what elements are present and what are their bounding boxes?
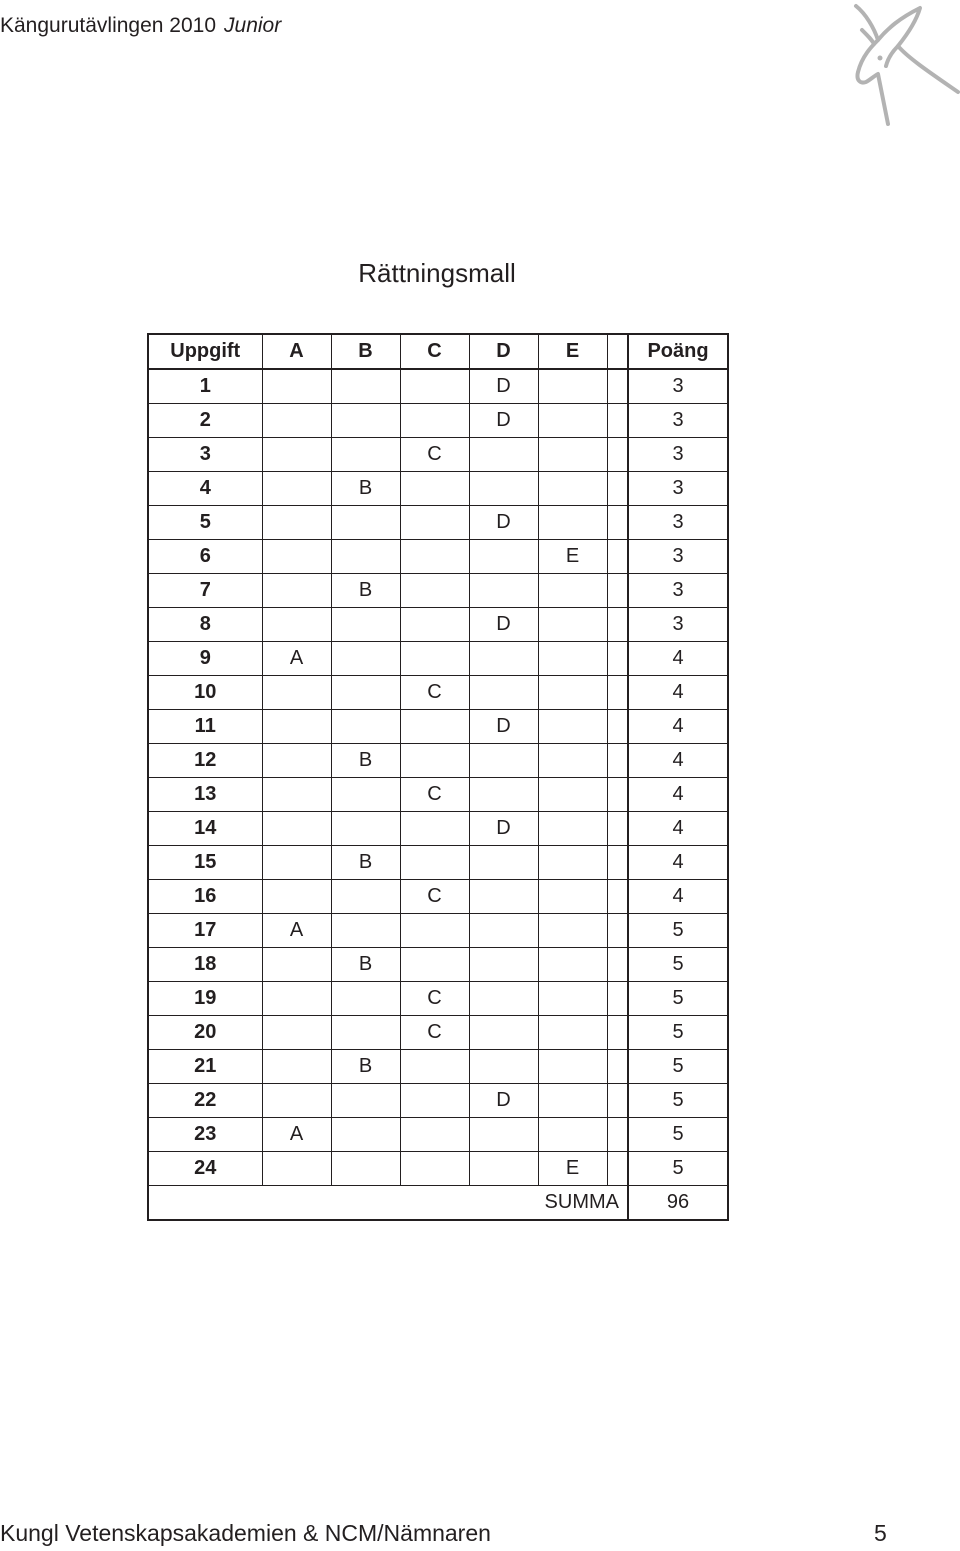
answer-cell-e [538, 438, 607, 472]
answer-cell-a [262, 744, 331, 778]
gap-cell [607, 404, 628, 438]
answer-cell-c [400, 1152, 469, 1186]
answer-cell-b [331, 778, 400, 812]
answer-cell-b [331, 914, 400, 948]
table-row [148, 1118, 728, 1152]
column-header-points: Poäng [628, 334, 728, 369]
task-number: 21 [148, 1050, 262, 1084]
answer-cell-d [469, 982, 538, 1016]
answer-cell-b [331, 1118, 400, 1152]
answer-cell-d [469, 744, 538, 778]
answer-cell-c: C [400, 982, 469, 1016]
gap-cell [607, 642, 628, 676]
table-row [148, 914, 728, 948]
points-cell: 5 [628, 948, 728, 982]
answer-cell-e [538, 506, 607, 540]
sum-row [148, 1186, 728, 1221]
column-header-d: D [469, 334, 538, 369]
answer-cell-d: D [469, 812, 538, 846]
task-number: 3 [148, 438, 262, 472]
answer-cell-a [262, 404, 331, 438]
table-row [148, 778, 728, 812]
answer-cell-b [331, 812, 400, 846]
table-row [148, 438, 728, 472]
answer-cell-a: A [262, 914, 331, 948]
task-number: 5 [148, 506, 262, 540]
answer-cell-a [262, 676, 331, 710]
table-row [148, 812, 728, 846]
task-number: 6 [148, 540, 262, 574]
answer-cell-d [469, 540, 538, 574]
points-cell: 3 [628, 472, 728, 506]
answer-cell-a [262, 1016, 331, 1050]
answer-cell-c: C [400, 676, 469, 710]
answer-cell-a [262, 369, 331, 404]
answer-cell-d [469, 846, 538, 880]
answer-cell-e: E [538, 1152, 607, 1186]
answer-cell-a [262, 982, 331, 1016]
column-header-task: Uppgift [148, 334, 262, 369]
gap-cell [607, 846, 628, 880]
points-cell: 5 [628, 982, 728, 1016]
answer-cell-e [538, 914, 607, 948]
answer-cell-c [400, 744, 469, 778]
answer-cell-e [538, 880, 607, 914]
answer-cell-e [538, 642, 607, 676]
task-number: 8 [148, 608, 262, 642]
kangaroo-logo-icon [848, 0, 960, 130]
task-number: 16 [148, 880, 262, 914]
column-header-e: E [538, 334, 607, 369]
answer-cell-c [400, 642, 469, 676]
page-title: Rättningsmall [358, 258, 516, 288]
answer-cell-e [538, 812, 607, 846]
task-number: 1 [148, 369, 262, 404]
answer-cell-c [400, 812, 469, 846]
answer-cell-e [538, 710, 607, 744]
answer-cell-b: B [331, 744, 400, 778]
footer-publisher: Kungl Vetenskapsakademien & NCM/Nämnaren [0, 1520, 491, 1546]
points-cell: 3 [628, 540, 728, 574]
answer-cell-b [331, 506, 400, 540]
answer-cell-d: D [469, 608, 538, 642]
table-row [148, 608, 728, 642]
competition-title: Kängurutävlingen 2010 [0, 14, 217, 37]
gap-cell [607, 1016, 628, 1050]
answer-cell-d [469, 1152, 538, 1186]
points-cell: 4 [628, 744, 728, 778]
table-row [148, 369, 728, 404]
answer-cell-d [469, 676, 538, 710]
column-header-a: A [262, 334, 331, 369]
points-cell: 4 [628, 710, 728, 744]
column-header-c: C [400, 334, 469, 369]
competition-level: Junior [224, 14, 282, 37]
answer-cell-a [262, 880, 331, 914]
answer-cell-a [262, 1084, 331, 1118]
answer-cell-c [400, 574, 469, 608]
answer-cell-e [538, 1050, 607, 1084]
answer-cell-b [331, 608, 400, 642]
task-number: 18 [148, 948, 262, 982]
task-number: 19 [148, 982, 262, 1016]
gap-cell [607, 472, 628, 506]
answer-cell-a [262, 710, 331, 744]
task-number: 12 [148, 744, 262, 778]
gap-cell [607, 948, 628, 982]
task-number: 15 [148, 846, 262, 880]
answer-cell-d [469, 642, 538, 676]
answer-cell-e [538, 1084, 607, 1118]
answer-cell-c [400, 369, 469, 404]
answer-cell-b [331, 982, 400, 1016]
gap-cell [607, 1118, 628, 1152]
answer-cell-a [262, 438, 331, 472]
answer-cell-d: D [469, 369, 538, 404]
table-row [148, 982, 728, 1016]
task-number: 20 [148, 1016, 262, 1050]
table-row [148, 846, 728, 880]
footer-page-number: 5 [874, 1520, 887, 1546]
answer-cell-e [538, 404, 607, 438]
points-cell: 3 [628, 404, 728, 438]
answer-cell-c [400, 914, 469, 948]
answer-cell-b [331, 642, 400, 676]
answer-cell-d: D [469, 1084, 538, 1118]
table-row [148, 744, 728, 778]
table-row [148, 642, 728, 676]
task-number: 13 [148, 778, 262, 812]
table-row [148, 404, 728, 438]
answer-cell-a [262, 506, 331, 540]
table-row [148, 506, 728, 540]
task-number: 9 [148, 642, 262, 676]
answer-cell-e [538, 676, 607, 710]
table-row [148, 540, 728, 574]
gap-cell [607, 676, 628, 710]
answer-key-table-wrapper [147, 333, 727, 1213]
answer-cell-c [400, 1118, 469, 1152]
answer-cell-e [538, 608, 607, 642]
answer-cell-c [400, 948, 469, 982]
column-header-b: B [331, 334, 400, 369]
answer-cell-a [262, 1050, 331, 1084]
task-number: 23 [148, 1118, 262, 1152]
points-cell: 5 [628, 1084, 728, 1118]
gap-cell [607, 506, 628, 540]
answer-cell-e [538, 1016, 607, 1050]
task-number: 17 [148, 914, 262, 948]
gap-cell [607, 710, 628, 744]
answer-cell-b [331, 540, 400, 574]
task-number: 10 [148, 676, 262, 710]
sum-label: SUMMA [148, 1186, 628, 1221]
answer-cell-b [331, 1084, 400, 1118]
answer-cell-a [262, 472, 331, 506]
answer-cell-c [400, 506, 469, 540]
answer-cell-c: C [400, 880, 469, 914]
gap-cell [607, 1084, 628, 1118]
points-cell: 5 [628, 914, 728, 948]
answer-cell-b [331, 369, 400, 404]
gap-cell [607, 744, 628, 778]
table-row [148, 1084, 728, 1118]
answer-cell-d [469, 1016, 538, 1050]
points-cell: 5 [628, 1118, 728, 1152]
points-cell: 4 [628, 846, 728, 880]
gap-cell [607, 608, 628, 642]
answer-cell-e [538, 948, 607, 982]
answer-cell-b: B [331, 574, 400, 608]
answer-cell-a: A [262, 642, 331, 676]
answer-cell-d [469, 914, 538, 948]
task-number: 24 [148, 1152, 262, 1186]
task-number: 7 [148, 574, 262, 608]
table-row [148, 1016, 728, 1050]
answer-cell-d [469, 778, 538, 812]
points-cell: 4 [628, 676, 728, 710]
gap-cell [607, 574, 628, 608]
answer-cell-c [400, 846, 469, 880]
points-cell: 4 [628, 642, 728, 676]
table-row [148, 948, 728, 982]
answer-cell-c [400, 608, 469, 642]
answer-cell-c: C [400, 778, 469, 812]
answer-cell-d: D [469, 404, 538, 438]
points-cell: 3 [628, 608, 728, 642]
answer-cell-d [469, 438, 538, 472]
answer-cell-c [400, 472, 469, 506]
gap-cell [607, 812, 628, 846]
answer-cell-a [262, 812, 331, 846]
gap-cell [607, 369, 628, 404]
answer-cell-b: B [331, 1050, 400, 1084]
answer-cell-e: E [538, 540, 607, 574]
answer-cell-c [400, 1050, 469, 1084]
answer-cell-e [538, 1118, 607, 1152]
answer-cell-b [331, 438, 400, 472]
answer-cell-b [331, 1016, 400, 1050]
gap-cell [607, 914, 628, 948]
answer-cell-d [469, 1050, 538, 1084]
answer-cell-b: B [331, 472, 400, 506]
answer-cell-b [331, 676, 400, 710]
table-body [148, 369, 728, 1220]
points-cell: 3 [628, 574, 728, 608]
answer-cell-d [469, 574, 538, 608]
sum-value: 96 [628, 1186, 728, 1221]
answer-cell-d [469, 948, 538, 982]
table-row [148, 1050, 728, 1084]
gap-cell [607, 982, 628, 1016]
answer-cell-b [331, 710, 400, 744]
answer-cell-c: C [400, 438, 469, 472]
answer-cell-e [538, 846, 607, 880]
answer-cell-c [400, 1084, 469, 1118]
answer-cell-b [331, 404, 400, 438]
answer-cell-a [262, 540, 331, 574]
page-header [0, 14, 281, 38]
points-cell: 3 [628, 506, 728, 540]
points-cell: 5 [628, 1050, 728, 1084]
table-row [148, 710, 728, 744]
table-row [148, 880, 728, 914]
answer-cell-e [538, 744, 607, 778]
table-row [148, 574, 728, 608]
answer-cell-b [331, 1152, 400, 1186]
column-header-gap [607, 334, 628, 369]
answer-cell-d: D [469, 506, 538, 540]
points-cell: 5 [628, 1016, 728, 1050]
table-row [148, 1152, 728, 1186]
task-number: 22 [148, 1084, 262, 1118]
points-cell: 4 [628, 812, 728, 846]
answer-cell-a [262, 574, 331, 608]
gap-cell [607, 438, 628, 472]
answer-cell-e [538, 982, 607, 1016]
answer-cell-c [400, 540, 469, 574]
task-number: 4 [148, 472, 262, 506]
answer-cell-a [262, 948, 331, 982]
answer-cell-a [262, 846, 331, 880]
answer-cell-a [262, 778, 331, 812]
gap-cell [607, 778, 628, 812]
task-number: 14 [148, 812, 262, 846]
answer-cell-b: B [331, 948, 400, 982]
table-row [148, 676, 728, 710]
gap-cell [607, 880, 628, 914]
answer-cell-d [469, 1118, 538, 1152]
answer-cell-c [400, 710, 469, 744]
task-number: 11 [148, 710, 262, 744]
table-header-row [148, 334, 728, 369]
answer-cell-d [469, 880, 538, 914]
answer-cell-a: A [262, 1118, 331, 1152]
answer-key-table [147, 333, 729, 1221]
answer-cell-d [469, 472, 538, 506]
gap-cell [607, 1050, 628, 1084]
points-cell: 3 [628, 369, 728, 404]
table-row [148, 472, 728, 506]
answer-cell-e [538, 574, 607, 608]
points-cell: 4 [628, 880, 728, 914]
gap-cell [607, 1152, 628, 1186]
answer-cell-b [331, 880, 400, 914]
task-number: 2 [148, 404, 262, 438]
answer-cell-c: C [400, 1016, 469, 1050]
points-cell: 3 [628, 438, 728, 472]
answer-cell-c [400, 404, 469, 438]
gap-cell [607, 540, 628, 574]
answer-cell-a [262, 608, 331, 642]
answer-cell-b: B [331, 846, 400, 880]
answer-cell-e [538, 369, 607, 404]
points-cell: 5 [628, 1152, 728, 1186]
answer-cell-e [538, 778, 607, 812]
answer-cell-e [538, 472, 607, 506]
answer-cell-a [262, 1152, 331, 1186]
answer-cell-d: D [469, 710, 538, 744]
points-cell: 4 [628, 778, 728, 812]
